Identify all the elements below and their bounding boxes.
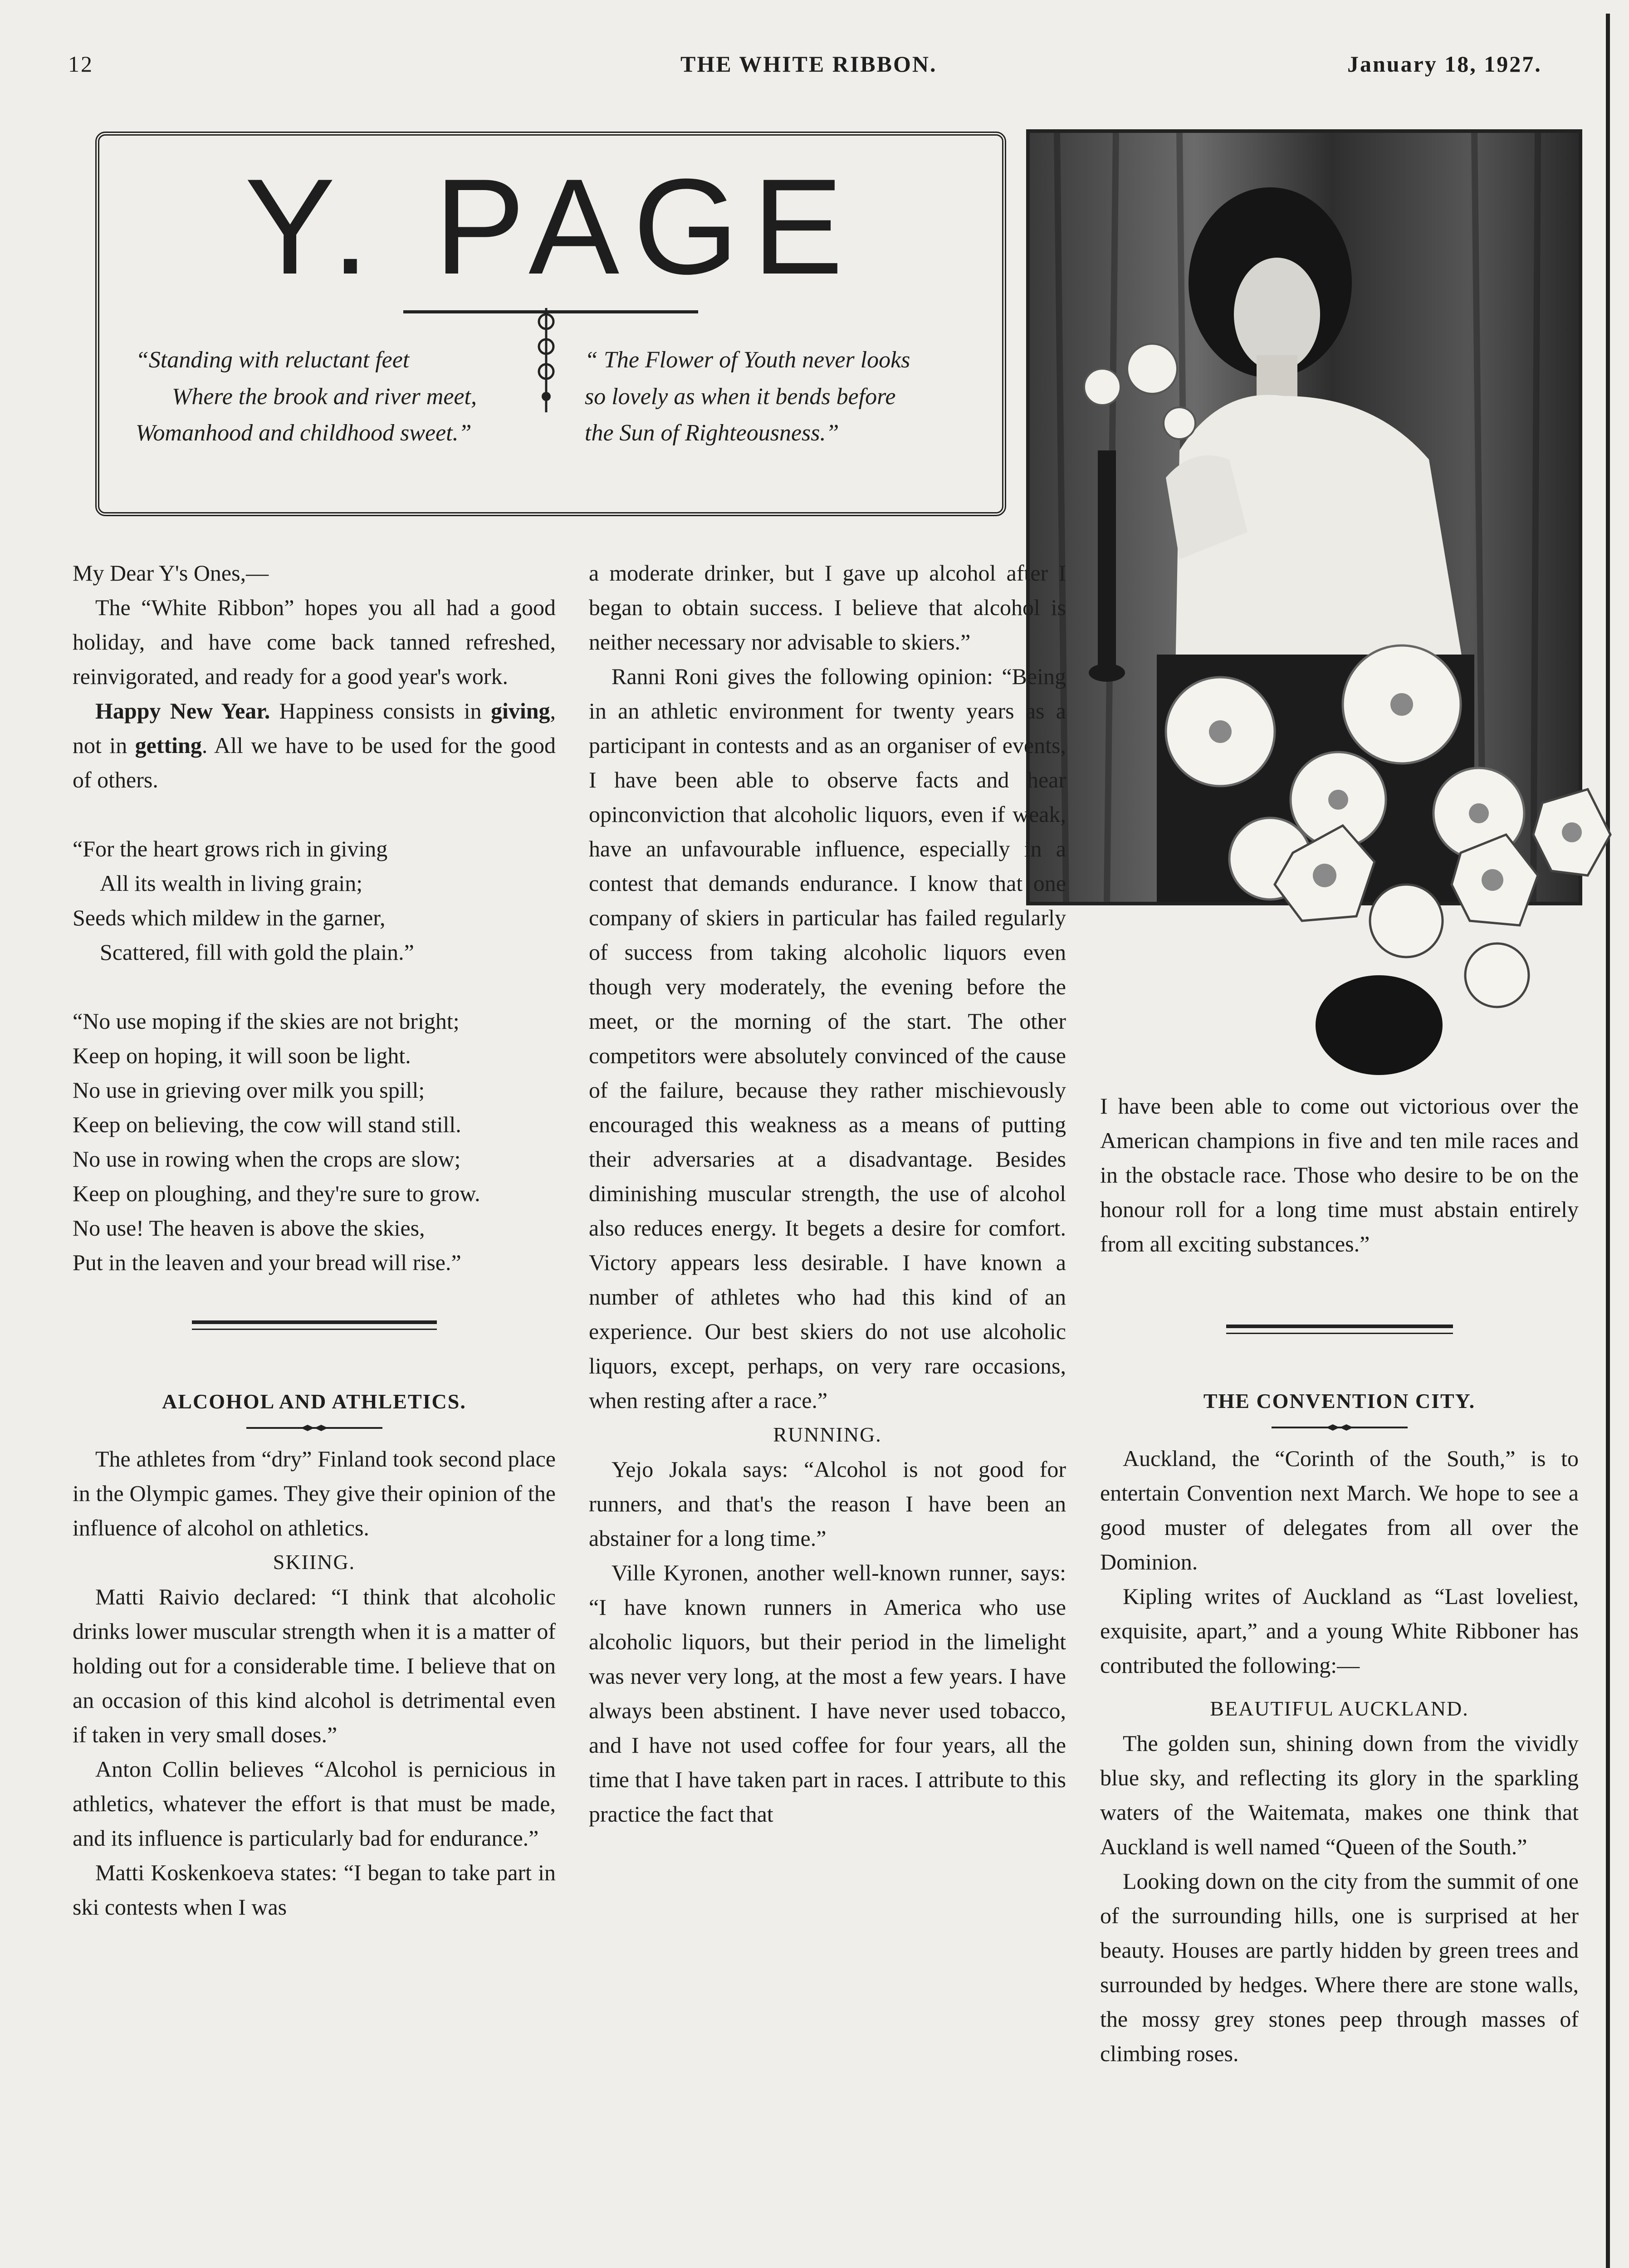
quote-line: so lovely as when it bends before	[585, 383, 896, 410]
verse-line: “For the heart grows rich in giving	[73, 836, 388, 861]
paragraph: a moderate drinker, but I gave up alcohol after I began to obtain success. I believe that alcohol is neither necessary nor advisable to skiers.”	[589, 560, 1066, 655]
quote-line: Womanhood and childhood sweet.”	[136, 420, 472, 446]
banner-quote-left	[136, 342, 594, 452]
vine-ornament-icon	[530, 308, 562, 412]
banner-title: Y. PAGE	[245, 150, 857, 303]
text-run: . All we have to be used for the good of others.	[73, 733, 556, 792]
quote-line: the Sun of Righteousness.”	[585, 420, 839, 446]
verse-line: Keep on ploughing, and they're sure to grow.	[73, 1181, 480, 1206]
page-edge-rule	[1606, 14, 1610, 2268]
issue-date: January 18, 1927.	[1347, 51, 1542, 77]
column-2	[589, 556, 1066, 1831]
paragraph: I have been able to come out victorious over the American champions in five and ten mile races and in the obstacle race. Those who desire to be on the honour roll for a long time must abstain entirely from all exciting substances.”	[1100, 1093, 1579, 1256]
paragraph: Ville Kyronen, another well-known runner, says: “I have known runners in America who use alcoholic liquors, but their period in the limelight was never very long, at the most a few years. I have always been abstinent. I have never used tobacco, and I have not used coffee for four years, all the time that I have taken part in races. I attribute to this practice the fact that	[589, 1560, 1066, 1827]
bold-phrase: Happy New Year.	[95, 698, 270, 723]
verse-line: Keep on believing, the cow will stand still.	[73, 1112, 461, 1137]
verse-line: “No use moping if the skies are not bright;	[73, 1008, 460, 1034]
banner-quote-right	[585, 342, 993, 452]
flower-overhang	[1225, 771, 1615, 1080]
section-heading: THE CONVENTION CITY.	[1203, 1389, 1476, 1413]
column-1	[73, 556, 556, 1924]
paragraph: Ranni Roni gives the following opinion: “Being in an athletic environment for twenty years as a participant in contests and as an organiser of events, I have been able to observe facts and hear opinconviction that alcoholic liquors, even if weak, have an unfavourable influence, especially in a contest that demands endurance. I know that one company of skiers in particular has failed regularly of success from taking alcoholic liquors even though very moderately, the evening before the meet, or the morning of the start. The other competitors were absolutely convinced of the cause of the failure, because they rather mischievously encouraged this weakness as a means of putting their adversaries at a disadvantage. Besides diminishing muscular strength, the use of alcohol also reduces energy. It begets a desire for comfort. Victory appears less desirable. I have known a number of athletes who had this kind of an experience. Our best skiers do not use alcoholic liquors, except, perhaps, on very rare occasions, when resting after a race.”	[589, 664, 1066, 1413]
text-run: Happiness consists in	[279, 698, 482, 723]
subheading: BEAUTIFUL AUCKLAND.	[1210, 1697, 1469, 1720]
quote-line: Where the brook and river meet,	[172, 383, 477, 410]
lily-flowers-icon	[1225, 771, 1615, 1080]
paragraph: Matti Raivio declared: “I think that alcoholic drinks lower muscular strength when it is a matter of holding out for a considerable time. I believe that on an occasion of this kind alcohol is detrimental even if taken in very small doses.”	[73, 1584, 556, 1747]
paragraph: Matti Koskenkoeva states: “I began to take part in ski contests when I was	[73, 1860, 556, 1920]
bold-word: giving	[490, 698, 550, 723]
verse-line: All its wealth in living grain;	[100, 870, 363, 896]
verse-line: Scattered, fill with gold the plain.”	[100, 939, 414, 965]
paragraph: The golden sun, shining down from the vividly blue sky, and reflecting its glory in the sparkling waters of the Waitemata, makes one think that Auckland is well named “Queen of the South.”	[1100, 1730, 1579, 1859]
page-number: 12	[68, 51, 93, 77]
dash-ornament-icon	[246, 1423, 382, 1432]
y-page-banner	[95, 132, 1006, 516]
quote-line: “ The Flower of Youth never looks	[585, 347, 910, 373]
bold-word: getting	[135, 733, 202, 758]
paragraph: Anton Collin believes “Alcohol is pernicious in athletics, whatever the effort is that must be made, and its influence is particularly bad for endurance.”	[73, 1756, 556, 1851]
verse-1	[73, 831, 556, 969]
verse-line: No use in grieving over milk you spill;	[73, 1077, 425, 1103]
salutation: My Dear Y's Ones,—	[73, 560, 269, 586]
paragraph: The “White Ribbon” hopes you all had a good holiday, and have come back tanned refreshed, reinvigorated, and ready for a good year's work.	[73, 595, 556, 689]
paragraph: Auckland, the “Corinth of the South,” is to entertain Convention next March. We hope to see a good muster of delegates from all over the Dominion.	[1100, 1446, 1579, 1574]
subheading: SKIING.	[273, 1550, 356, 1574]
verse-line: Put in the leaven and your bread will rise.”	[73, 1250, 461, 1275]
section-divider	[192, 1320, 437, 1330]
paper-name: THE WHITE RIBBON.	[680, 51, 937, 77]
paragraph	[73, 694, 556, 797]
paragraph: Kipling writes of Auckland as “Last loveliest, exquisite, apart,” and a young White Ribboner has contributed the following:—	[1100, 1584, 1579, 1678]
paragraph: Looking down on the city from the summit of one of the surrounding hills, one is surprised at her beauty. Houses are partly hidden by green trees and surrounded by hedges. Where there are stone walls, the mossy grey stones peep through masses of climbing roses.	[1100, 1868, 1579, 2066]
text-run: , not in	[73, 698, 556, 758]
section-divider	[1226, 1325, 1453, 1334]
dash-ornament-icon	[1272, 1423, 1408, 1432]
verse-2	[73, 1004, 556, 1280]
paragraph: The athletes from “dry” Finland took second place in the Olympic games. They give their opinion of the influence of alcohol on athletics.	[73, 1446, 556, 1540]
section-heading: ALCOHOL AND ATHLETICS.	[162, 1390, 466, 1413]
verse-line: No use! The heaven is above the skies,	[73, 1215, 425, 1241]
subheading: RUNNING.	[773, 1423, 882, 1446]
paragraph: Yejo Jokala says: “Alcohol is not good for runners, and that's the reason I have been an abstainer for a long time.”	[589, 1457, 1066, 1551]
quote-line: “Standing with reluctant feet	[136, 347, 410, 373]
column-3	[1100, 1089, 1579, 2071]
verse-line: No use in rowing when the crops are slow;	[73, 1146, 461, 1172]
verse-line: Keep on hoping, it will soon be light.	[73, 1043, 411, 1068]
verse-line: Seeds which mildew in the garner,	[73, 905, 386, 930]
